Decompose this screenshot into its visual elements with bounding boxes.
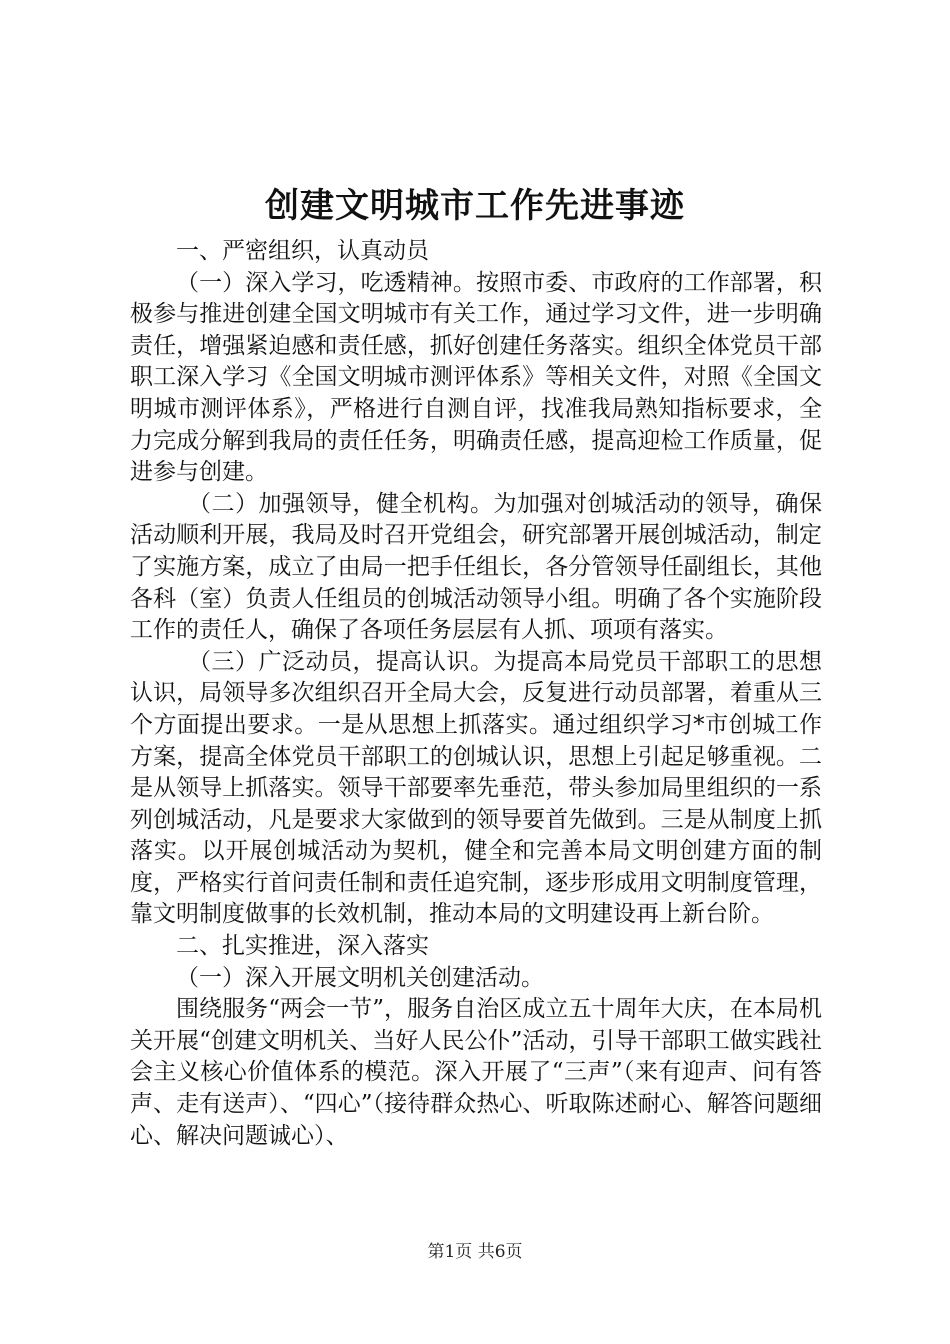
section-heading-1: 一、严密组织，认真动员: [176, 238, 429, 264]
paragraph-civilized-agency: 围绕服务“两会一节”，服务自治区成立五十周年大庆，在本局机关开展“创建文明机关、当好人民公仆”活动，引导干部职工做实践社会主义核心价值体系的模范。深入开展了“三声”（来有迎声、问有答声、走有送声）、“四心”（接待群众热心、听取陈述耐心、解答问题细心、解决问题诚心）、: [130, 996, 822, 1149]
section-heading-2: 二、扎实推进，深入落实: [176, 933, 429, 960]
page-footer: 第1页 共6页: [427, 1242, 523, 1262]
document-title: 创建文明城市工作先进事迹: [265, 186, 685, 226]
paragraph-study: （一）深入学习，吃透精神。按照市委、市政府的工作部署，积极参与推进创建全国文明城市有关工作，通过学习文件，进一步明确责任，增强紧迫感和责任感，抓好创建任务落实。组织全体党员干部职工深入学习《全国文明城市测评体系》等相关文件，对照《全国文明城市测评体系》，严格进行自测自评，找准我局熟知指标要求，全力完成分解到我局的责任任务，明确责任感，提高迎检工作质量，促进参与创建。: [130, 269, 822, 486]
document-body: [130, 236, 822, 1152]
paragraph-mobilization: （三）广泛动员，提高认识。为提高本局党员干部职工的思想认识，局领导多次组织召开全局大会，反复进行动员部署，着重从三个方面提出要求。一是从思想上抓落实。通过组织学习*市创城工作方案，提高全体党员干部职工的创城认识，思想上引起足够重视。二是从领导上抓落实。领导干部要率先垂范，带头参加局里组织的一系列创城活动，凡是要求大家做到的领导要首先做到。三是从制度上抓落实。以开展创城活动为契机，健全和完善本局文明创建方面的制度，严格实行首问责任制和责任追究制，逐步形成用文明制度管理，靠文明制度做事的长效机制，推动本局的文明建设再上新台阶。: [130, 648, 822, 928]
subsection-heading-1: （一）深入开展文明机关创建活动。: [176, 964, 544, 991]
paragraph-leadership: （二）加强领导，健全机构。为加强对创城活动的领导，确保活动顺利开展，我局及时召开党组会，研究部署开展创城活动，制定了实施方案，成立了由局一把手任组长，各分管领导任副组长，其他各科（室）负责人任组员的创城活动领导小组。明确了各个实施阶段工作的责任人，确保了各项任务层层有人抓、项项有落实。: [130, 490, 822, 644]
